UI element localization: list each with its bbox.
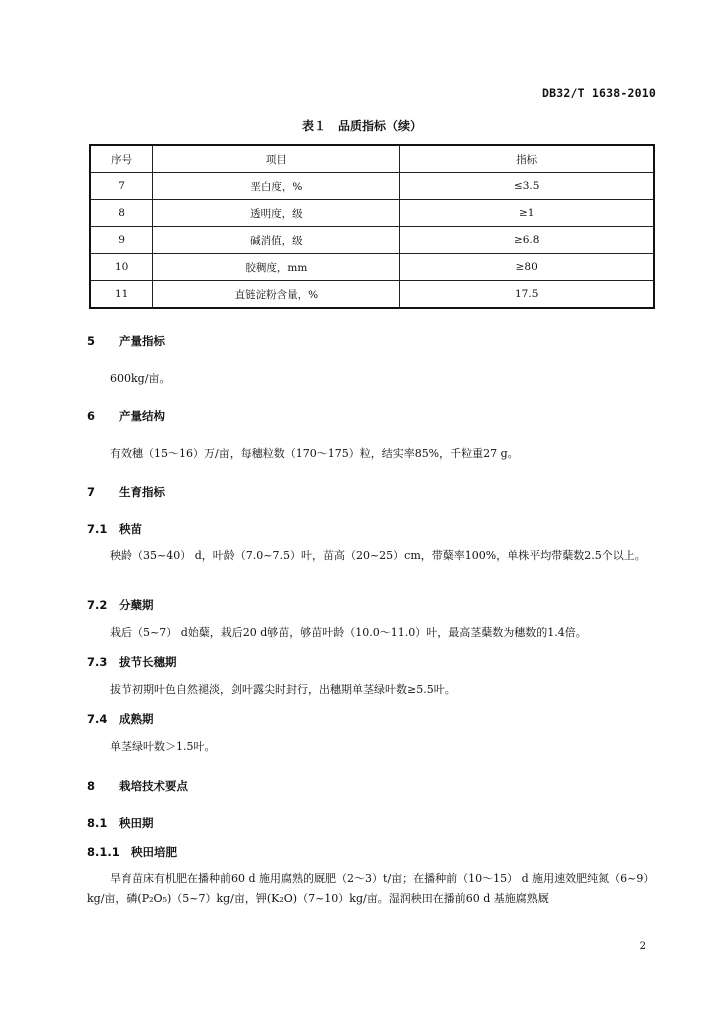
table-row (90, 281, 654, 309)
section-title: 成熟期 (119, 712, 154, 726)
table-title: 表１ 品质指标（续） (301, 119, 422, 133)
column-header-index: 指标 (400, 145, 654, 173)
section-number: 8.1 (87, 816, 108, 830)
section-7-2-text (87, 623, 659, 643)
table-row (90, 227, 654, 254)
section-heading-8-1-1 (87, 844, 177, 860)
column-header-item: 项目 (153, 145, 400, 173)
column-header-number: 序号 (90, 145, 153, 173)
paragraph-text: 单茎绿叶数＞1.5叶。 (110, 740, 216, 753)
section-7-3-text (87, 680, 659, 700)
section-number: 8.1.1 (87, 845, 120, 859)
paragraph-text: 拔节初期叶色自然褪淡，剑叶露尖时封行，出穗期单茎绿叶数≥5.5叶。 (110, 683, 456, 696)
section-5-text (87, 369, 659, 389)
section-title: 分蘖期 (119, 598, 154, 612)
table-cell: ≤3.5 (400, 173, 654, 200)
section-number: 7.3 (87, 655, 108, 669)
table-cell: 垩白度，% (153, 173, 400, 200)
table-cell: 透明度，级 (153, 200, 400, 227)
paragraph-text: 秧龄（35~40） d，叶龄（7.0~7.5）叶，苗高（20~25）cm，带蘖率100%，单株平均带蘖数2.5个以上。 (110, 549, 646, 562)
section-title: 生育指标 (119, 485, 165, 499)
table-cell: 碱消值，级 (153, 227, 400, 254)
quality-index-table (89, 144, 655, 309)
section-heading-7-3 (87, 654, 177, 670)
table-cell: 8 (90, 200, 153, 227)
section-number: 5 (87, 334, 96, 348)
section-heading-8 (87, 778, 188, 794)
standard-code: DB32/T 1638-2010 (542, 86, 656, 100)
table-cell: 10 (90, 254, 153, 281)
section-heading-8-1 (87, 815, 154, 831)
section-title: 秧苗 (119, 522, 142, 536)
section-number: 8 (87, 779, 96, 793)
section-title: 产量指标 (119, 334, 165, 348)
section-7-1-text (87, 546, 659, 566)
section-number: 7 (87, 485, 96, 499)
paragraph-text: 旱育苗床有机肥在播种前60 d 施用腐熟的厩肥（2～3）t/亩；在播种前（10～15） d 施用速效肥纯氮（6~9）kg/亩，磷(P₂O₅)（5~7）kg/亩，钾(K₂O)（7~10）kg/亩。湿润秧田在播前60 d 基施腐熟厩 (87, 872, 655, 905)
table-cell: 17.5 (400, 281, 654, 309)
table-cell: ≥6.8 (400, 227, 654, 254)
section-heading-7-1 (87, 521, 142, 537)
section-7-4-text (87, 737, 659, 757)
table-cell: 直链淀粉含量，% (153, 281, 400, 309)
paragraph-text: 栽后（5~7） d始蘖，栽后20 d够苗，够苗叶龄（10.0～11.0）叶，最高茎蘖数为穗数的1.4倍。 (110, 626, 587, 639)
table-cell: 11 (90, 281, 153, 309)
table-header-row (90, 145, 654, 173)
section-heading-6 (87, 408, 165, 424)
section-heading-7-2 (87, 597, 154, 613)
section-heading-7-4 (87, 711, 154, 727)
section-title: 拔节长穗期 (119, 655, 177, 669)
table-row (90, 173, 654, 200)
section-title: 产量结构 (119, 409, 165, 423)
page-number: 2 (639, 941, 646, 952)
table-cell: ≥80 (400, 254, 654, 281)
section-8-1-1-text (87, 869, 659, 909)
table-row (90, 254, 654, 281)
section-title: 秧田期 (119, 816, 154, 830)
table-cell: 胶稠度，mm (153, 254, 400, 281)
paragraph-text: 有效穗（15～16）万/亩，每穗粒数（170～175）粒，结实率85%，千粒重27 g。 (110, 447, 519, 460)
section-number: 7.2 (87, 598, 108, 612)
section-title: 秧田培肥 (131, 845, 177, 859)
section-title: 栽培技术要点 (119, 779, 188, 793)
section-number: 7.1 (87, 522, 108, 536)
table-row (90, 200, 654, 227)
section-number: 6 (87, 409, 96, 423)
table-cell: ≥1 (400, 200, 654, 227)
section-heading-7 (87, 484, 165, 500)
table-cell: 9 (90, 227, 153, 254)
section-heading-5 (87, 333, 165, 349)
paragraph-text: 600kg/亩。 (110, 372, 171, 385)
table-cell: 7 (90, 173, 153, 200)
section-number: 7.4 (87, 712, 108, 726)
section-6-text (87, 444, 659, 464)
